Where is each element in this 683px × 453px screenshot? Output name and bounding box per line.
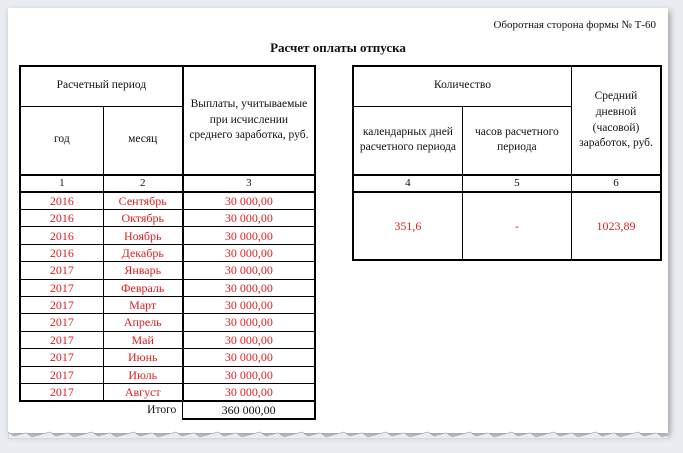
row-amount: 30 000,00 (183, 296, 315, 313)
row-year: 2016 (20, 227, 103, 244)
hours-value: - (462, 192, 571, 260)
document-title: Расчет оплаты отпуска (270, 40, 406, 55)
column-numbers-row (353, 175, 661, 192)
month-header: месяц (103, 106, 183, 175)
total-row (20, 401, 315, 419)
row-amount: 30 000,00 (183, 262, 315, 279)
hours-header: часов расчетного периода (462, 106, 571, 175)
row-amount: 30 000,00 (183, 366, 315, 383)
row-amount: 30 000,00 (183, 331, 315, 348)
row-month: Июль (103, 366, 183, 383)
row-month: Ноябрь (103, 227, 183, 244)
row-month: Сентябрь (103, 192, 183, 210)
row-year: 2017 (20, 262, 103, 279)
average-earnings-table (352, 65, 662, 261)
row-year: 2017 (20, 314, 103, 331)
payment-row (20, 244, 315, 261)
payment-row (20, 296, 315, 313)
row-amount: 30 000,00 (183, 279, 315, 296)
row-year: 2016 (20, 244, 103, 261)
column-numbers-row (20, 175, 315, 192)
row-month: Декабрь (103, 244, 183, 261)
row-amount: 30 000,00 (183, 210, 315, 227)
row-year: 2016 (20, 192, 103, 210)
col-number: 3 (183, 175, 315, 192)
payment-row (20, 192, 315, 210)
col-number: 6 (571, 175, 661, 192)
payment-row (20, 314, 315, 331)
calendar-days-header: календарных дней расчетного периода (353, 106, 462, 175)
total-value: 360 000,00 (183, 401, 315, 419)
calendar-days-value: 351,6 (353, 192, 462, 260)
torn-edge (8, 427, 668, 439)
row-year: 2016 (20, 210, 103, 227)
row-amount: 30 000,00 (183, 383, 315, 401)
row-amount: 30 000,00 (183, 349, 315, 366)
col-number: 2 (103, 175, 183, 192)
quantity-header: Количество (353, 66, 571, 106)
row-month: Август (103, 383, 183, 401)
col-number: 4 (353, 175, 462, 192)
total-label: Итого (103, 401, 183, 419)
row-year: 2017 (20, 366, 103, 383)
row-month: Март (103, 296, 183, 313)
row-month: Февраль (103, 279, 183, 296)
payments-header: Выплаты, учитываемые при исчислении среднего заработка, руб. (183, 66, 315, 175)
document-page (8, 8, 668, 433)
row-year: 2017 (20, 279, 103, 296)
payment-row (20, 227, 315, 244)
row-year: 2017 (20, 383, 103, 401)
payment-row (20, 262, 315, 279)
row-month: Октябрь (103, 210, 183, 227)
year-header: год (20, 106, 103, 175)
row-amount: 30 000,00 (183, 244, 315, 261)
period-header: Расчетный период (20, 66, 183, 106)
payment-row (20, 349, 315, 366)
row-year: 2017 (20, 331, 103, 348)
payment-row (20, 383, 315, 401)
form-reference: Оборотная сторона формы № Т-60 (493, 19, 656, 31)
row-year: 2017 (20, 296, 103, 313)
row-amount: 30 000,00 (183, 314, 315, 331)
payments-table (19, 65, 316, 420)
col-number: 5 (462, 175, 571, 192)
row-month: Май (103, 331, 183, 348)
average-earnings-header: Средний дневной (часовой) заработок, руб. (571, 66, 661, 175)
row-month: Январь (103, 262, 183, 279)
row-amount: 30 000,00 (183, 192, 315, 210)
average-earnings-value: 1023,89 (571, 192, 661, 260)
payment-row (20, 210, 315, 227)
row-amount: 30 000,00 (183, 227, 315, 244)
col-number: 1 (20, 175, 103, 192)
row-year: 2017 (20, 349, 103, 366)
payment-row (20, 366, 315, 383)
payment-row (20, 331, 315, 348)
row-month: Апрель (103, 314, 183, 331)
payment-row (20, 279, 315, 296)
row-month: Июнь (103, 349, 183, 366)
